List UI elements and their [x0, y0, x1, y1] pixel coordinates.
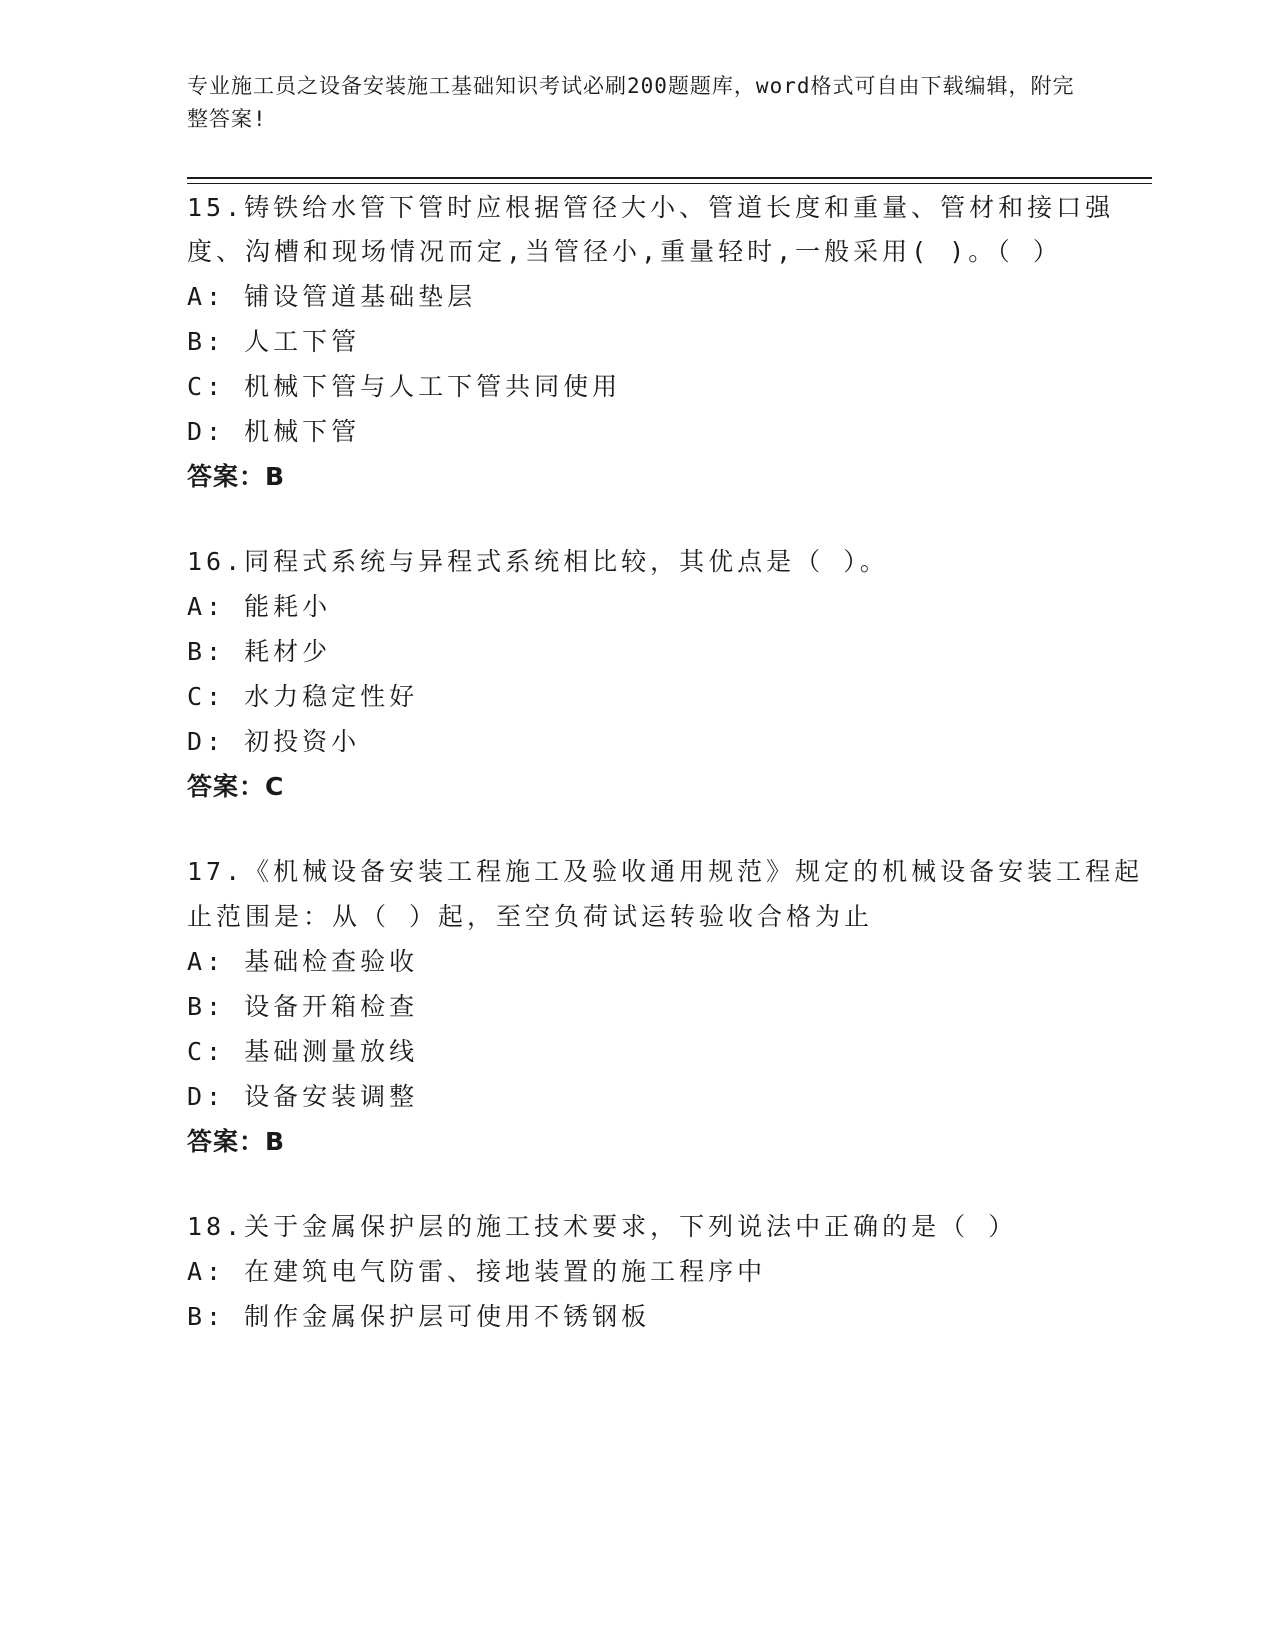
option-a: A: 在建筑电气防雷、接地装置的施工程序中: [187, 1257, 767, 1286]
question-text: 15.铸铁给水管下管时应根据管径大小、管道长度和重量、管材和接口强度、沟槽和现场情况而定,当管径小,重量轻时,一般采用( )。（ ）: [187, 193, 1115, 266]
question-15: [187, 186, 1152, 499]
question-16: [187, 539, 1152, 809]
option-d: D: 设备安装调整: [187, 1082, 419, 1111]
option-a: A: 铺设管道基础垫层: [187, 282, 477, 311]
question-text: 16.同程式系统与异程式系统相比较，其优点是（ ）。: [187, 547, 889, 576]
option-c: C: 机械下管与人工下管共同使用: [187, 372, 622, 401]
header-rule-thick: [187, 177, 1152, 179]
question-17: [187, 849, 1152, 1164]
question-18: [187, 1204, 1152, 1339]
option-a: A: 基础检查验收: [187, 947, 419, 976]
answer: 答案：B: [187, 1127, 286, 1156]
question-text: 17.《机械设备安装工程施工及验收通用规范》规定的机械设备安装工程起止范围是：从（ ）起，至空负荷试运转验收合格为止: [187, 857, 1144, 931]
question-text: 18.关于金属保护层的施工技术要求，下列说法中正确的是（ ）: [187, 1212, 1018, 1241]
option-c: C: 水力稳定性好: [187, 682, 419, 711]
option-a: A: 能耗小: [187, 592, 332, 621]
option-b: B: 耗材少: [187, 637, 332, 666]
header-rule-thin: [187, 183, 1152, 184]
question-list: [187, 186, 1152, 1339]
option-b: B: 设备开箱检查: [187, 992, 419, 1021]
option-d: D: 初投资小: [187, 727, 361, 756]
option-d: D: 机械下管: [187, 417, 361, 446]
answer: 答案：B: [187, 462, 286, 491]
option-b: B: 制作金属保护层可使用不锈钢板: [187, 1302, 651, 1331]
option-c: C: 基础测量放线: [187, 1037, 419, 1066]
answer: 答案：C: [187, 772, 285, 801]
option-b: B: 人工下管: [187, 327, 361, 356]
document-header: 专业施工员之设备安装施工基础知识考试必刷200题题库，word格式可自由下载编辑，附完整答案!: [187, 74, 1075, 131]
